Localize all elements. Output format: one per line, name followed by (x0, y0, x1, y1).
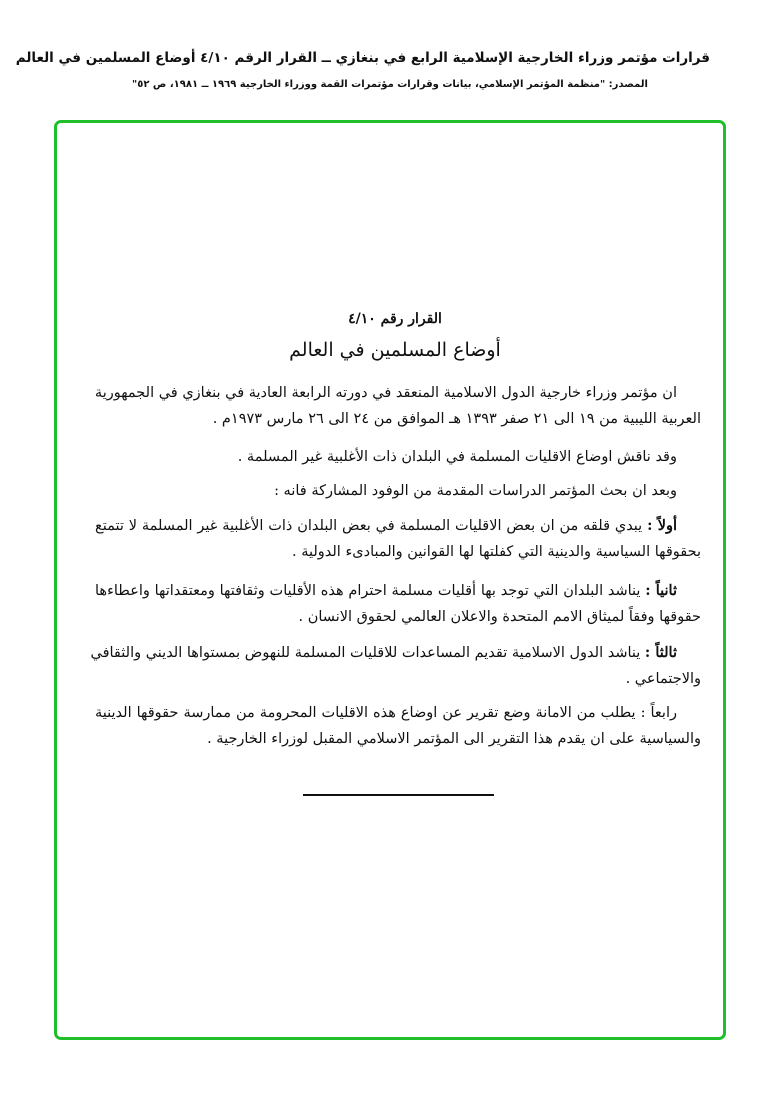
preamble-line: وبعد ان بحث المؤتمر الدراسات المقدمة من الوفود المشاركة فانه : (274, 483, 677, 499)
page-header-source: المصدر: "منظمة المؤتمر الإسلامي، بيانات وقرارات مؤتمرات القمة ووزراء الخارجية ١٩٦٩ ــ ١٩٨١، ص ٥٢" (132, 79, 648, 90)
clause-text: يناشد الدول الاسلامية تقديم المساعدات للاقليات المسلمة للنهوض بمستواها الديني والثقافي (90, 645, 641, 661)
clause-line: والاجتماعي . (625, 671, 701, 687)
clause-text: يبدي قلقه من ان بعض الاقليات المسلمة في بعض البلدان ذات الأغلبية غير المسلمة لا تتمتع (95, 518, 643, 534)
clause-second-line (95, 580, 701, 602)
clause-first-line (95, 515, 701, 537)
clause-text: يناشد البلدان التي توجد بها أقليات مسلمة احترام هذه الأقليات وثقافتها ومعتقداتها واعطاءها (95, 583, 641, 599)
clause-line: بحقوقها السياسية والدينية التي كفلتها لها القوانين والمبادىء الدولية . (291, 544, 701, 560)
clause-text: يطلب من الامانة وضع تقرير عن اوضاع هذه الاقليات المحرومة من ممارسة حقوقها الدينية (95, 705, 636, 721)
preamble-line: ان مؤتمر وزراء خارجية الدول الاسلامية المنعقد في دورته الرابعة العادية في بنغازي في الجمهورية (94, 385, 677, 401)
resolution-title: أوضاع المسلمين في العالم (289, 339, 501, 361)
clause-fourth-line (95, 702, 701, 724)
clause-label: ثانياً : (645, 582, 678, 599)
clause-label: ثالثاً : (644, 644, 677, 661)
clause-line: حقوقها وفقاً لميثاق الامم المتحدة والاعلان العالمي لحقوق الانسان . (298, 609, 701, 625)
clause-label: أولاً : (647, 517, 677, 534)
closing-rule (303, 794, 494, 796)
clause-third-line (90, 642, 701, 664)
clause-label: رابعاً : (640, 705, 677, 721)
clause-line: والسياسية على ان يقدم هذا التقرير الى المؤتمر الاسلامي المقبل لوزراء الخارجية . (207, 731, 701, 747)
preamble-line: العربية الليبية من ١٩ الى ٢١ صفر ١٣٩٣ هـ الموافق من ٢٤ الى ٢٦ مارس ١٩٧٣م . (212, 411, 701, 427)
preamble-line: وقد ناقش اوضاع الاقليات المسلمة في البلدان ذات الأغلبية غير المسلمة . (237, 449, 677, 465)
resolution-number: القرار رقم ٤/١٠ (348, 311, 442, 327)
page-header-title: قرارات مؤتمر وزراء الخارجية الإسلامية الرابع في بنغازي ــ القرار الرقم ٤/١٠ أوضاع المسلمين في العالم (15, 50, 710, 66)
